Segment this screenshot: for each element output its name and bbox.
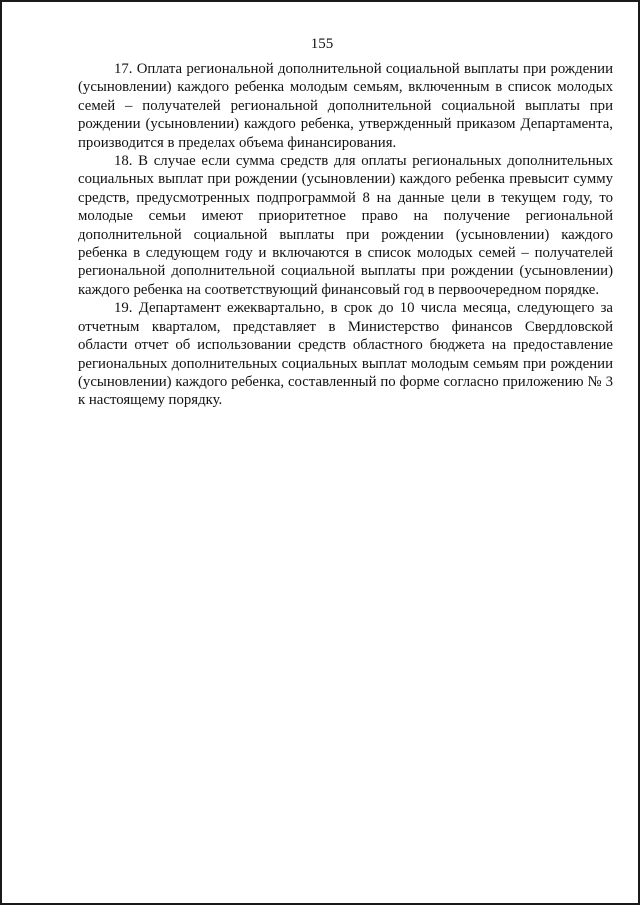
page-number: 155: [310, 36, 334, 52]
document-body: [78, 60, 613, 410]
paragraph-18: 18. В случае если сумма средств для оплаты региональных дополнительных социальных выплат при рождении (усыновлении) каждого ребенка превысит сумму средств, предусмотренных подпрограммой 8 на данные цели в текущем году, то молодые семьи имеют приоритетное право на получение региональной дополнительной социальной выплаты при рождении (усыновлении) каждого ребенка в следующем году и включаются в список молодых семей – получателей региональной дополнительной социальной выплаты при рождении (усыновлении) каждого ребенка на соответствующий финансовый год в первоочередном порядке.: [78, 153, 613, 298]
paragraph-19: 19. Департамент ежеквартально, в срок до 10 числа месяца, следующего за отчетным кварталом, представляет в Министерство финансов Свердловской области отчет об использовании средств областного бюджета на предоставление региональных дополнительных социальных выплат молодым семьям при рождении (усыновлении) каждого ребенка, составленный по форме согласно приложению № 3 к настоящему порядку.: [78, 300, 613, 409]
paragraph-17: 17. Оплата региональной дополнительной социальной выплаты при рождении (усыновлении) каждого ребенка молодым семьям, включенным в список молодых семей – получателей региональной дополнительной социальной выплаты при рождении (усыновлении) каждого ребенка, утвержденный приказом Департамента, производится в пределах объема финансирования.: [78, 61, 613, 151]
